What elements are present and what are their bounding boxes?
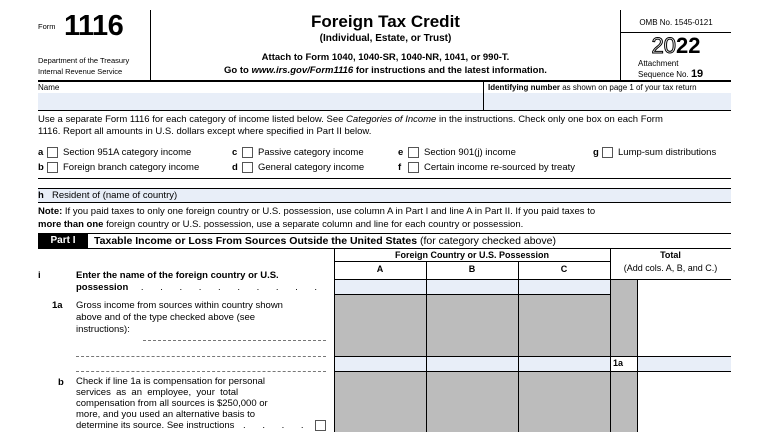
instructions-line-1 (38, 114, 663, 125)
total-column-header: Total (660, 250, 681, 260)
attach-instruction: Attach to Form 1040, 1040-SR, 1040-NR, 1041, or 990-T. (261, 52, 510, 63)
line-b-shaded-c (519, 372, 610, 432)
line-1a-write-in-3[interactable] (76, 371, 326, 372)
line-b-leader-dots: . . . . (243, 420, 311, 431)
name-field[interactable] (38, 93, 483, 110)
note-text-1: If you paid taxes to only one foreign country or U.S. possession, use column A in Part I and line A in Part II. If you paid taxes to (62, 206, 596, 217)
resident-letter: h (38, 190, 44, 201)
line-b-checkbox[interactable] (315, 420, 326, 431)
part-1-title-bold: Taxable Income or Loss From Sources Outside the United States (94, 235, 418, 247)
category-f-label: Certain income re-sourced by treaty (424, 162, 576, 173)
line-1a-amount-b[interactable] (427, 357, 518, 371)
note-label: Note: (38, 206, 63, 217)
line-1a-amount-c[interactable] (519, 357, 610, 371)
goto-instruction (151, 65, 620, 76)
line-1a-text-2: above and of the type checked above (see (76, 312, 256, 323)
line-i-possession: possession (76, 282, 129, 293)
note-text-2: foreign country or U.S. possession, use a separate column and line for each country or possession. (103, 219, 524, 230)
line-b-text-1: Check if line 1a is compensation for personal (76, 376, 266, 387)
identifying-number-field[interactable] (484, 93, 731, 110)
category-a-label: Section 951A category income (63, 147, 192, 158)
line-1a-total-field[interactable] (638, 357, 731, 371)
country-name-field-c[interactable] (519, 280, 610, 294)
category-g-label: Lump-sum distributions (618, 147, 717, 158)
line-b-text-5 (76, 420, 311, 431)
category-a-checkbox[interactable] (47, 147, 58, 158)
form-title: Foreign Tax Credit (311, 12, 460, 31)
line-b-number: b (58, 377, 64, 388)
resident-label: Resident of (name of country) (52, 190, 178, 201)
sequence-word: Sequence No. (638, 70, 689, 79)
resident-country-field[interactable] (210, 189, 731, 202)
irs-line: Internal Revenue Service (38, 67, 123, 76)
line-i-text-2 (76, 282, 324, 293)
identifying-number-bold: Identifying number (488, 83, 560, 92)
line-1a-text-1: Gross income from sources within country shown (76, 300, 283, 311)
category-a-letter: a (38, 147, 44, 158)
form-subtitle: (Individual, Estate, or Trust) (319, 33, 452, 44)
column-group-header: Foreign Country or U.S. Possession (394, 250, 550, 260)
category-d-letter: d (232, 162, 238, 173)
line-1a-write-in-1[interactable] (143, 340, 326, 341)
category-b-label: Foreign branch category income (63, 162, 200, 173)
tax-year (621, 34, 731, 58)
line-1a-number: 1a (52, 300, 63, 311)
line-1a-write-in-2[interactable] (76, 356, 326, 357)
line-1a-shaded-b (427, 295, 518, 356)
line-b-text-2: services as an employee, your total (76, 387, 239, 398)
tax-year-century: 20 (651, 33, 676, 58)
irs-url-link[interactable]: www.irs.gov/Form1116 (251, 65, 354, 76)
line-b-shaded-a (335, 372, 426, 432)
tax-year-decade: 22 (676, 33, 701, 58)
line-b-shaded-total (611, 372, 637, 432)
column-b-header: B (468, 264, 476, 274)
column-a-header: A (376, 264, 384, 274)
sequence-label (638, 68, 703, 80)
category-e-checkbox[interactable] (408, 147, 419, 158)
category-c-letter: c (232, 147, 238, 158)
line-1a-text-3: instructions): (76, 324, 130, 335)
country-name-field-b[interactable] (427, 280, 518, 294)
line-b-see-instructions: determine its source. See instructions (76, 420, 235, 431)
part-1-title-paren: (for category checked above) (417, 235, 556, 247)
category-f-checkbox[interactable] (408, 162, 419, 173)
column-c-header: C (560, 264, 568, 274)
category-e-label: Section 901(j) income (424, 147, 516, 158)
instructions-line-2: 1116. Report all amounts in U.S. dollars except where specified in Part II below. (38, 126, 372, 137)
instructions-text-2: in the instructions. Check only one box on each Form (436, 114, 663, 125)
category-g-checkbox[interactable] (602, 147, 613, 158)
part-1-tag: Part I (38, 234, 88, 248)
category-d-checkbox[interactable] (242, 162, 253, 173)
name-label: Name (38, 83, 60, 92)
line-1a-total-box-number: 1a (613, 358, 624, 368)
category-b-letter: b (38, 162, 44, 173)
note-line-1 (38, 206, 595, 217)
department-line: Department of the Treasury (38, 56, 130, 65)
category-d-label: General category income (258, 162, 365, 173)
country-name-field-a[interactable] (335, 280, 426, 294)
omb-number: OMB No. 1545-0121 (639, 18, 713, 27)
category-c-checkbox[interactable] (242, 147, 253, 158)
goto-suffix: for instructions and the latest information. (353, 65, 547, 76)
line-1a-shaded-c (519, 295, 610, 356)
goto-prefix: Go to (224, 65, 252, 76)
categories-of-income-ref: Categories of Income (346, 114, 437, 125)
line-b-text-4: more, and you used an alternative basis to (76, 409, 256, 420)
line-1a-shaded-a (335, 295, 426, 356)
category-g-letter: g (593, 147, 599, 158)
form-number: 1116 (64, 10, 124, 42)
attachment-label: Attachment (638, 59, 679, 68)
category-f-letter: f (398, 162, 402, 173)
total-shaded-top (611, 280, 637, 356)
line-b-shaded-b (427, 372, 518, 432)
part-1-title (94, 234, 556, 248)
identifying-number-rest: as shown on page 1 of your tax return (560, 83, 697, 92)
identifying-number-label (488, 83, 697, 92)
line-b-text-3: compensation from all sources is $250,000 or (76, 398, 268, 409)
category-b-checkbox[interactable] (47, 162, 58, 173)
total-column-subheader: (Add cols. A, B, and C.) (623, 263, 718, 273)
instructions-text-1: Use a separate Form 1116 for each category of income listed below. See (38, 114, 347, 125)
line-1a-amount-a[interactable] (335, 357, 426, 371)
sequence-number: 19 (690, 68, 704, 80)
category-c-label: Passive category income (258, 147, 364, 158)
category-e-letter: e (398, 147, 404, 158)
note-line-2 (38, 219, 523, 230)
form-label: Form (38, 22, 56, 31)
note-emphasis: more than one (38, 219, 104, 230)
line-i-leader-dots: . . . . . . . . . . (140, 282, 325, 293)
line-i-text-1: Enter the name of the foreign country or U.S. (76, 270, 279, 281)
line-i-number: i (38, 270, 41, 281)
